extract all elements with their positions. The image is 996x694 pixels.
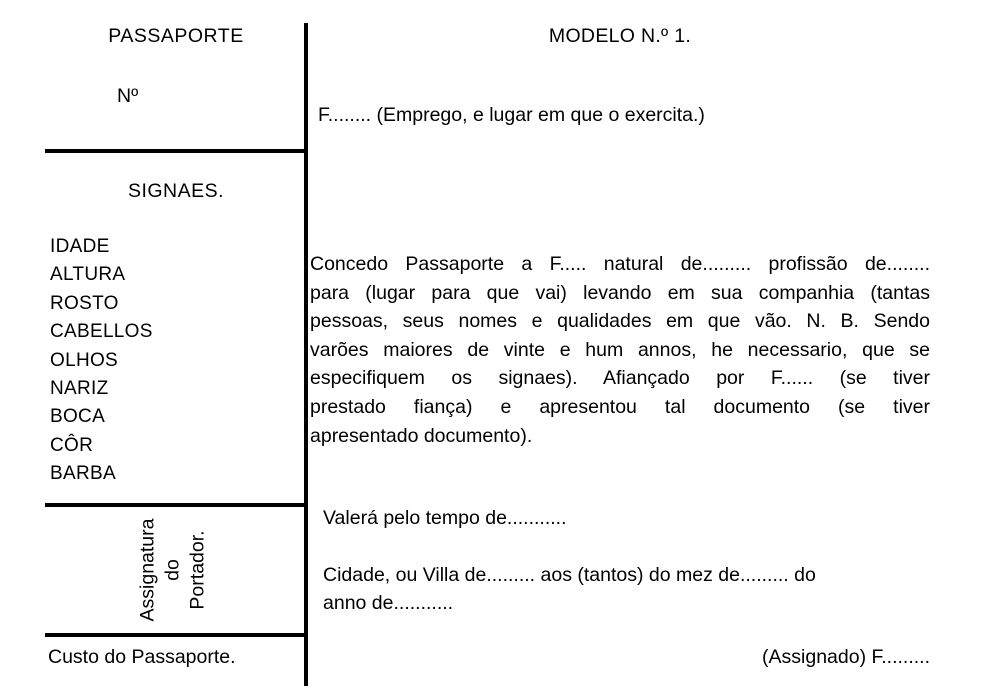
signaes-item-cabellos: CABELLOS [50, 321, 153, 343]
custo-passaporte-label: Custo do Passaporte. [48, 646, 236, 668]
paragraph-line: Concedo Passaporte a F..... natural de......... profissão de........ [310, 253, 930, 275]
left-section-divider-middle [45, 503, 308, 507]
cidade-data-fill-in-block [323, 561, 816, 617]
emprego-fill-in-line: F........ (Emprego, e lugar em que o exercita.) [318, 104, 705, 126]
paragraph-line: prestado fiança) e apresentou tal documento (se tiver [310, 395, 930, 418]
paragraph-line: varões maiores de vinte e hum annos, he necessario, que se [310, 338, 930, 361]
passport-number-label: Nº [117, 85, 139, 107]
signaes-list [50, 233, 153, 489]
signaes-item-nariz: NARIZ [50, 378, 109, 400]
assignatura-line-1: Assignatura [136, 518, 159, 622]
assignatura-line-2: do [161, 559, 184, 581]
modelo-heading: MODELO N.º 1. [548, 25, 692, 47]
paragraph-line: especifiquem os signaes). Afiançado por F...... (se tiver [310, 367, 930, 390]
signaes-item-altura: ALTURA [50, 264, 126, 286]
signaes-heading: SIGNAES. [127, 180, 225, 202]
assignado-signature-line: (Assignado) F......... [762, 646, 930, 668]
passaporte-heading: PASSAPORTE [108, 25, 244, 47]
signaes-item-barba: BARBA [50, 463, 116, 485]
cidade-line-1: Cidade, ou Villa de......... aos (tantos) do mez de......... do [323, 564, 816, 586]
valera-tempo-fill-in-line: Valerá pelo tempo de........... [323, 507, 567, 529]
signaes-item-idade: IDADE [50, 236, 110, 257]
paragraph-line: apresentado documento). [310, 424, 533, 447]
paragraph-line: pessoas, seus nomes e qualidades em que vão. N. B. Sendo [310, 310, 930, 333]
concedo-passaporte-paragraph [310, 250, 930, 450]
cidade-line-2: anno de........... [323, 592, 454, 614]
signaes-item-boca: BOCA [50, 406, 106, 428]
left-section-divider-bottom [45, 633, 308, 637]
signaes-item-olhos: OLHOS [50, 349, 119, 371]
paragraph-line: para (lugar para que vai) levando em sua companhia (tantas [310, 281, 930, 304]
assignatura-portador-rotated-label [136, 519, 211, 622]
left-section-divider-top [45, 149, 308, 153]
column-divider [304, 23, 308, 686]
assignatura-line-3: Portador. [186, 530, 209, 610]
signaes-item-cor: CÔR [50, 434, 94, 456]
signaes-item-rosto: ROSTO [50, 292, 119, 314]
